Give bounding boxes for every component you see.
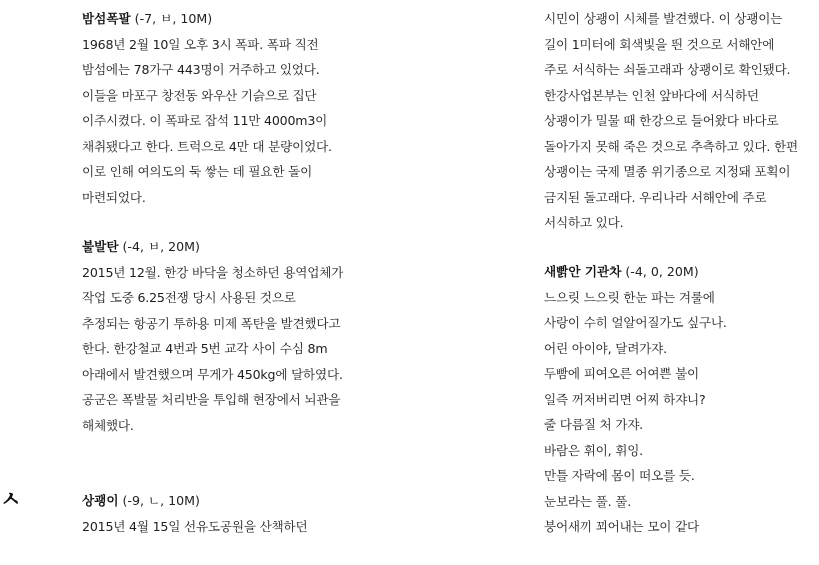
text-line: 붕어새끼 꾀어내는 모이 같다 — [544, 519, 699, 534]
text-line: 상괭이는 국제 멸종 위기종으로 지정돼 포획이 — [544, 164, 791, 179]
text-line: 한강사업본부는 인천 앞바다에 서식하던 — [544, 87, 759, 103]
entry-name: 밤섬폭팔 — [82, 11, 131, 26]
entry-title — [82, 6, 332, 32]
text-line: 1968년 2월 10일 오후 3시 폭파. 폭파 직전 — [82, 36, 319, 52]
text-line: 줄 다름질 처 가쟈. — [544, 417, 643, 432]
text-line: 사랑이 수히 얼알어질가도 싶구나. — [544, 315, 727, 330]
text-line: 눈보라는 풀. 풀. — [544, 493, 632, 509]
text-line: 만틀 자락에 몸이 떠오를 듯. — [544, 468, 695, 483]
text-line: 이들을 마포구 창전동 와우산 기슭으로 집단 — [82, 87, 317, 103]
entry-sanggwaengi-continued — [544, 6, 798, 236]
text-line: 공군은 폭발물 처리반을 투입해 현장에서 뇌관을 — [82, 392, 341, 407]
text-line: 돌아가지 못해 죽은 것으로 추측하고 있다. 한편 — [544, 138, 798, 154]
entry-code: (-7, ㅂ, 10M) — [130, 11, 213, 26]
text-line: 서식하고 있다. — [544, 215, 624, 230]
text-line: 마련되었다. — [82, 189, 146, 205]
side-index-glyph: ㅅ — [0, 488, 22, 513]
text-line: 상괭이가 밀물 때 한강으로 들어왔다 바다로 — [544, 113, 779, 128]
text-line: 아래에서 발견했으며 무게가 450kg에 달하였다. — [82, 366, 343, 382]
text-line: 시민이 상괭이 시체를 발견했다. 이 상괭이는 — [544, 11, 783, 26]
entry-title — [544, 259, 727, 285]
text-line: 한다. 한강철교 4번과 5번 교각 사이 수심 8m — [82, 341, 328, 356]
entry-name: 새빩안 기관차 — [544, 264, 622, 279]
entry-name: 불발탄 — [82, 239, 119, 254]
text-line: 2015년 12월. 한강 바닥을 청소하던 용역업체가 — [82, 264, 344, 280]
entry-bulbaltan — [82, 234, 343, 438]
text-line: 밤섬에는 78가구 443명이 거주하고 있었다. — [82, 62, 320, 77]
entry-code: (-4, 0, 20M) — [621, 264, 699, 279]
text-line: 길이 1미터에 회색빛을 띈 것으로 서해안에 — [544, 36, 775, 52]
entry-bamseom — [82, 6, 332, 210]
text-line: 두빰에 피여오른 어여쁜 불이 — [544, 366, 699, 381]
text-line: 채취됐다고 한다. 트럭으로 4만 대 분량이었다. — [82, 138, 332, 154]
entry-name: 상괭이 — [82, 493, 119, 508]
entry-title — [82, 488, 307, 514]
text-line: 어린 아이야, 달려가쟈. — [544, 340, 667, 356]
entry-red-locomotive — [544, 259, 727, 540]
text-line: 주로 서식하는 쇠돌고래과 상괭이로 확인됐다. — [544, 62, 791, 77]
text-line: 일즉 꺼저버리면 어찌 하쟈니? — [544, 391, 706, 407]
entry-title — [82, 234, 343, 260]
text-line: 해체했다. — [82, 417, 134, 433]
text-line: 이주시켰다. 이 폭파로 잡석 11만 4000m3이 — [82, 113, 328, 128]
entry-code: (-9, ㄴ, 10M) — [118, 493, 200, 508]
text-line: 바람은 휘이, 휘잉. — [544, 442, 643, 458]
text-line: 금지된 돌고래다. 우리나라 서해안에 주로 — [544, 189, 767, 205]
entry-sanggwaengi — [82, 488, 307, 539]
text-line: 느으릿 느으릿 한눈 파는 겨룰에 — [544, 289, 715, 305]
text-line: 작업 도중 6.25전쟁 당시 사용된 것으로 — [82, 290, 296, 305]
text-line: 2015년 4월 15일 선유도공원을 산책하던 — [82, 518, 308, 534]
text-line: 추정되는 항공기 투하용 미제 폭탄을 발견했다고 — [82, 315, 341, 331]
text-line: 이로 인해 여의도의 둑 쌓는 데 필요한 돌이 — [82, 164, 313, 179]
entry-code: (-4, ㅂ, 20M) — [118, 239, 200, 254]
